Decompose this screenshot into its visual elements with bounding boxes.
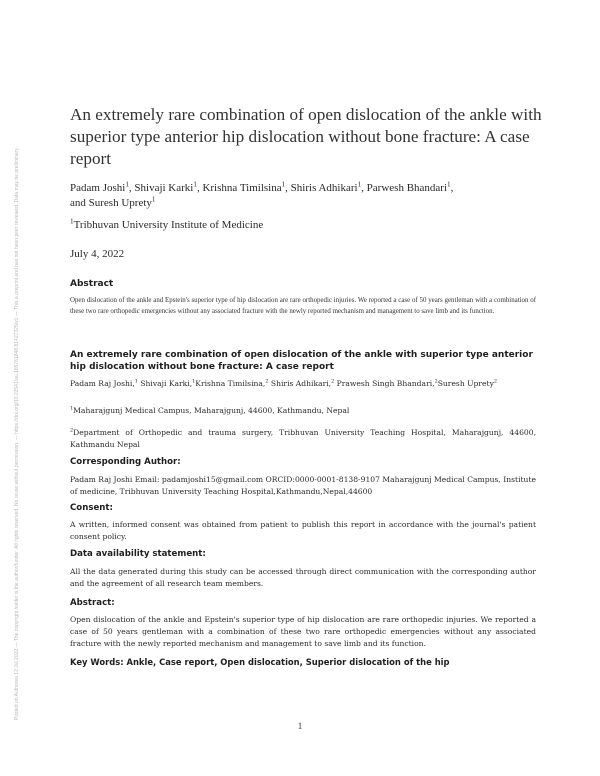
abstract-heading: Abstract (70, 279, 114, 289)
author-list: Padam Joshi$^1$, Shivaji Karki$^1$, Krishna Timilsina$^1$, Shiris Adhikari$^1$, Parwesh Bhandari$^1$, and Suresh Uprety$^1$ (70, 180, 454, 209)
body-author-mark: 2 (331, 378, 335, 385)
abstract-text: Open dislocation of the ankle and Epstein's superior type of hip dislocation are rare orthopedic injuries. We reported a case of 50 years gentleman with a combination of these two rare orthopedic emergencies without any associated fracture with the newly reported mechanism and management to save limb and its function. (70, 297, 536, 315)
body-author: Shivaji Karki, (137, 379, 193, 388)
author-affil-mark: 1 (125, 180, 129, 189)
body-author: Krishna Timilsina, (195, 379, 266, 388)
author-affil-mark: 1 (151, 195, 156, 204)
body-affiliation-2 (70, 427, 536, 451)
author-name: Shiris Adhikari (290, 182, 358, 194)
body-affiliation-text: Maharajgunj Medical Campus, Maharajgunj, 44600, Kathmandu, Nepal (73, 406, 350, 415)
author-affil-mark: 1 (357, 180, 362, 189)
author-name: Krishna Timilsina (202, 182, 282, 194)
author-name: Suresh Uprety (88, 197, 152, 209)
body-affiliation-mark: 1 (70, 405, 74, 412)
data-availability-heading: Data availability statement: (70, 549, 206, 559)
body-author-mark: 2 (434, 378, 438, 385)
body-abstract-text: Open dislocation of the ankle and Epstein's superior type of hip dislocation are rare orthopedic injuries. We reported a case of 50 years gentleman with a combination of these two rare orthopedic emergencies without any associated fracture with the newly reported mechanism and management to save limb and its function. (70, 615, 536, 648)
body-affiliation-text: Department of Orthopedic and trauma surgery, Tribhuvan University Teaching Hospital, Maharajgunj, 44600, Kathmandu Nepal (70, 428, 536, 449)
author-affil-mark: 1 (193, 180, 197, 189)
body-title: An extremely rare combination of open dislocation of the ankle with superior type anterior hip dislocation without bone fracture: A case report (70, 350, 533, 372)
body-author: Padam Raj Joshi, (70, 379, 135, 388)
affiliation-text: Tribhuvan University Institute of Medicine (73, 219, 264, 231)
author-name: Padam Joshi (70, 182, 126, 194)
body-affiliation-1 (70, 405, 536, 417)
body-author: Shiris Adhikari, (268, 379, 332, 388)
corresponding-text: Padam Raj Joshi Email: padamjoshi15@gmail.com ORCID:0000-0001-8138-9107 Maharajgunj Medical Campus, Institute of medicine, Tribhuvan University Teaching Hospital,Kathmandu,Nepal,44600 (70, 475, 536, 496)
body-author-list (70, 378, 536, 390)
consent-heading: Consent: (70, 503, 113, 513)
page-number: 1 (297, 721, 303, 731)
body-author: Suresh Uprety (437, 379, 494, 388)
body-author-mark: 2 (265, 378, 269, 385)
keywords: Key Words: Ankle, Case report, Open dislocation, Superior dislocation of the hip (70, 657, 450, 667)
affiliation-mark: 1 (70, 217, 74, 226)
body-abstract-heading: Abstract: (70, 598, 115, 608)
consent-text: A written, informed consent was obtained from patient to publish this report in accordance with the journal's patient consent policy. (70, 520, 536, 541)
corresponding-heading: Corresponding Author: (70, 457, 181, 467)
body-author-mark: 1 (134, 378, 138, 385)
author-name: Shivaji Karki (134, 182, 194, 194)
paper-title: An extremely rare combination of open dislocation of the ankle with superior type anterior hip dislocation without bone fracture: A case report (70, 105, 542, 168)
body-affiliation-mark: 2 (70, 427, 74, 434)
author-conjunction: and (70, 197, 86, 209)
author-name: Parwesh Bhandari (366, 182, 448, 194)
body-author: Prawesh Singh Bhandari, (334, 379, 435, 388)
data-availability-text: All the data generated during this study can be accessed through direct communication with the corresponding author and the agreement of all research team members. (70, 567, 536, 588)
body-author-mark: 2 (493, 378, 498, 385)
author-affil-mark: 1 (447, 180, 451, 189)
preprint-notice-sidebar (14, 40, 26, 720)
author-affil-mark: 1 (281, 180, 286, 189)
publication-date: July 4, 2022 (70, 248, 125, 260)
affiliation (70, 219, 263, 231)
preprint-notice-text: Posted on Authorea 12 Jul 2022 — The copyright holder is the author/funder. All rights reserved. No reuse without permission. — https://doi.org/10.22541/au.165761848.81427325/v1 — This a preprint and has not been peer reviewed. Data may be preliminary. (14, 147, 20, 720)
body-author-mark: 1 (192, 378, 196, 385)
